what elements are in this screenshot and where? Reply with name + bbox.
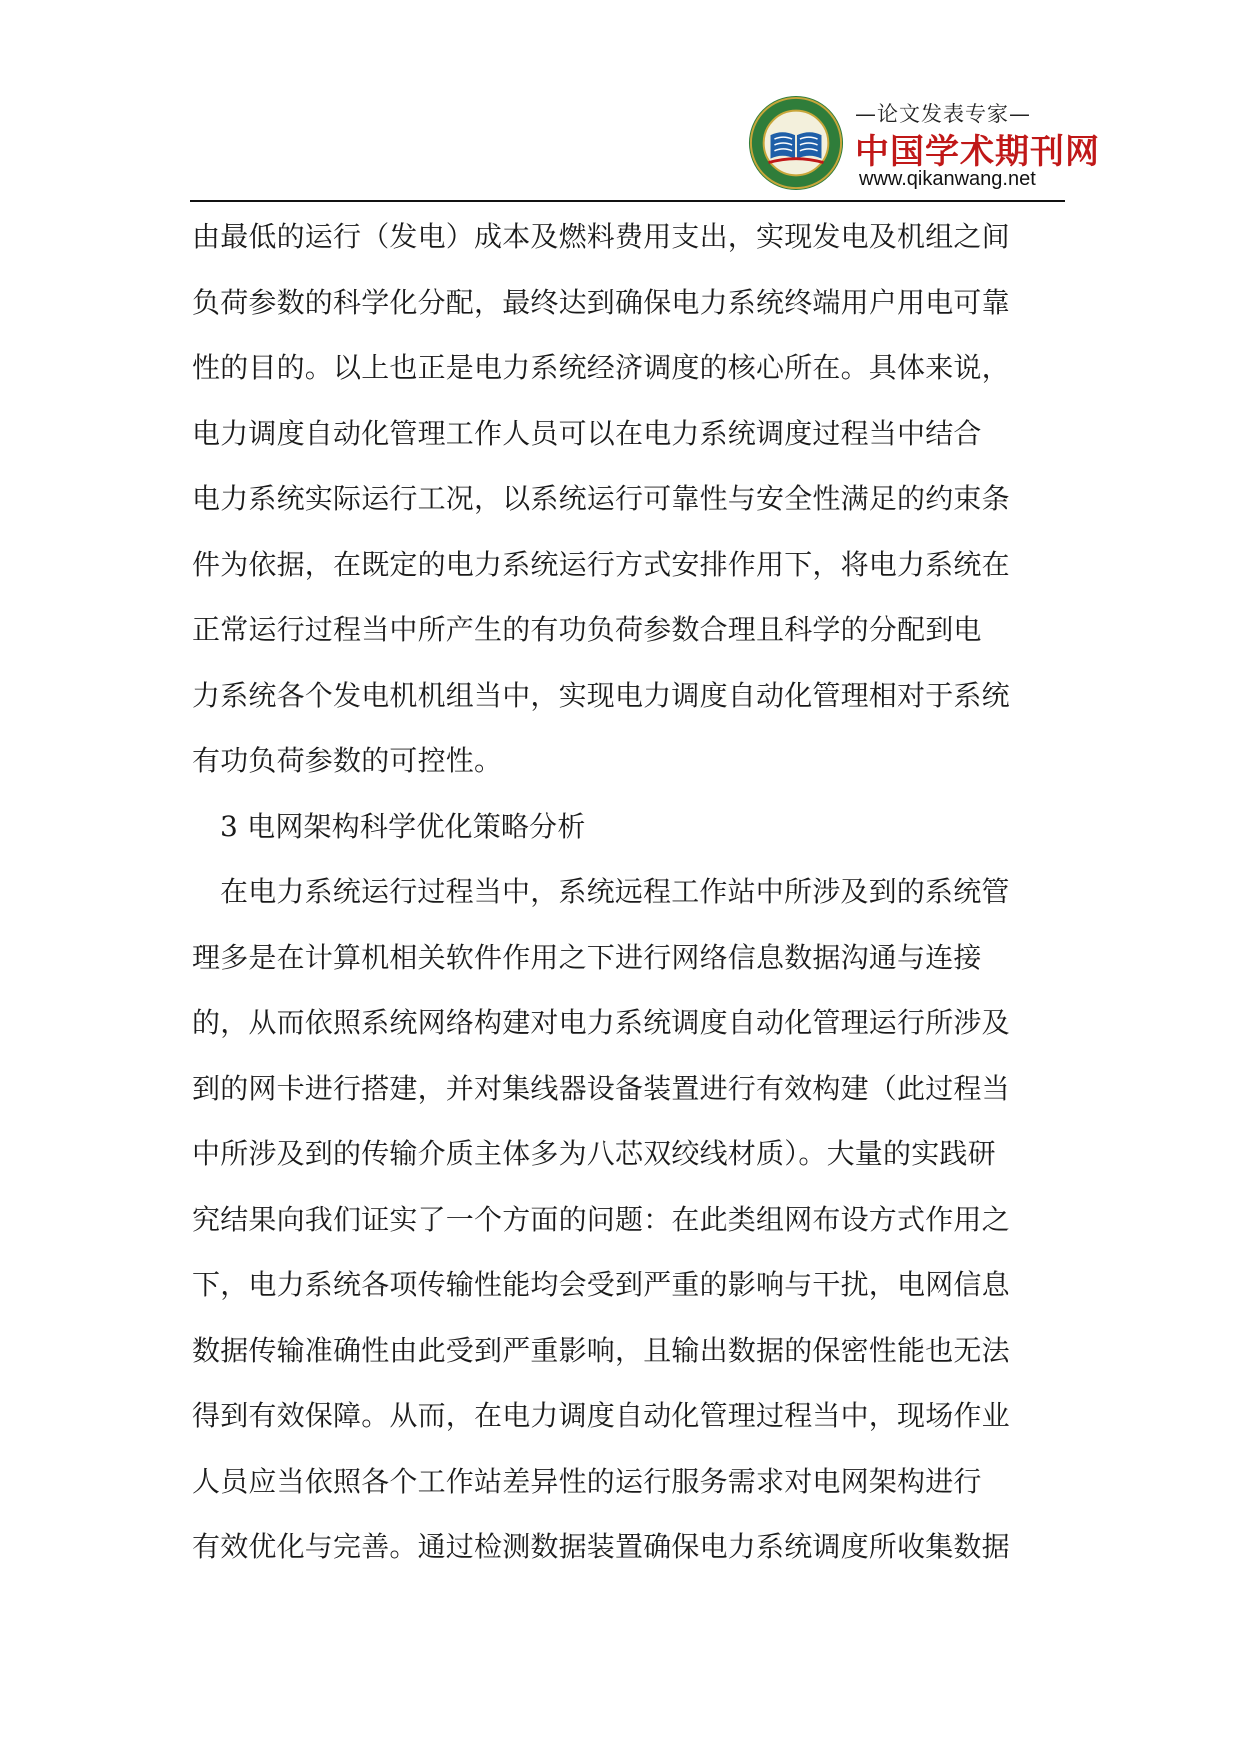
text-line: 电力调度自动化管理工作人员可以在电力系统调度过程当中结合 [192,416,982,450]
text-line: 正常运行过程当中所产生的有功负荷参数合理且科学的分配到电 [192,613,982,646]
text-line: 的，从而依照系统网络构建对电力系统调度自动化管理运行所涉及 [192,1006,1010,1039]
text-line: 人员应当依照各个工作站差异性的运行服务需求对电网架构进行 [192,1464,982,1498]
page-header [190,88,1100,202]
text-line: 负荷参数的科学化分配，最终达到确保电力系统终端用户用电可靠 [192,285,1010,319]
qikanwang-logo[interactable] [747,88,1100,196]
text-line: 中所涉及到的传输介质主体多为八芯双绞线材质）。大量的实践研 [192,1137,996,1170]
paragraph-first-line: 在电力系统运行过程当中，系统远程工作站中所涉及到的系统管 [220,875,1010,908]
header-divider [190,200,1065,202]
text-line: 得到有效保障。从而，在电力调度自动化管理过程当中，现场作业 [192,1399,1010,1432]
text-line: 有效优化与完善。通过检测数据装置确保电力系统调度所收集数据 [192,1530,1010,1563]
text-line: 下，电力系统各项传输性能均会受到严重的影响与干扰，电网信息 [192,1268,1010,1301]
document-body [192,204,1042,1580]
logo-brand-name: 中国学术期刊网 [855,132,1100,172]
logo-slogan: —论文发表专家— [855,102,1031,126]
text-line: 件为依据，在既定的电力系统运行方式安排作用下，将电力系统在 [192,547,1010,581]
text-line: 由最低的运行（发电）成本及燃料费用支出，实现发电及机组之间 [192,220,1010,253]
text-line: 到的网卡进行搭建，并对集线器设备装置进行有效构建（此过程当 [192,1071,1010,1105]
logo-url[interactable]: www.qikanwang.net [859,168,1036,190]
text-line: 电力系统实际运行工况，以系统运行可靠性与安全性满足的约束条 [192,482,1010,515]
book-seal-icon [747,94,845,192]
text-line: 究结果向我们证实了一个方面的问题：在此类组网布设方式作用之 [192,1202,1010,1236]
text-line: 力系统各个发电机机组当中，实现电力调度自动化管理相对于系统 [192,678,1010,712]
section-heading: 3 电网架构科学优化策略分析 [220,809,586,843]
text-line: 有功负荷参数的可控性。 [192,744,503,777]
text-line: 数据传输准确性由此受到严重影响，且输出数据的保密性能也无法 [192,1333,1010,1367]
text-line: 性的目的。以上也正是电力系统经济调度的核心所在。具体来说， [192,351,1010,384]
text-line: 理多是在计算机相关软件作用之下进行网络信息数据沟通与连接 [192,940,982,974]
